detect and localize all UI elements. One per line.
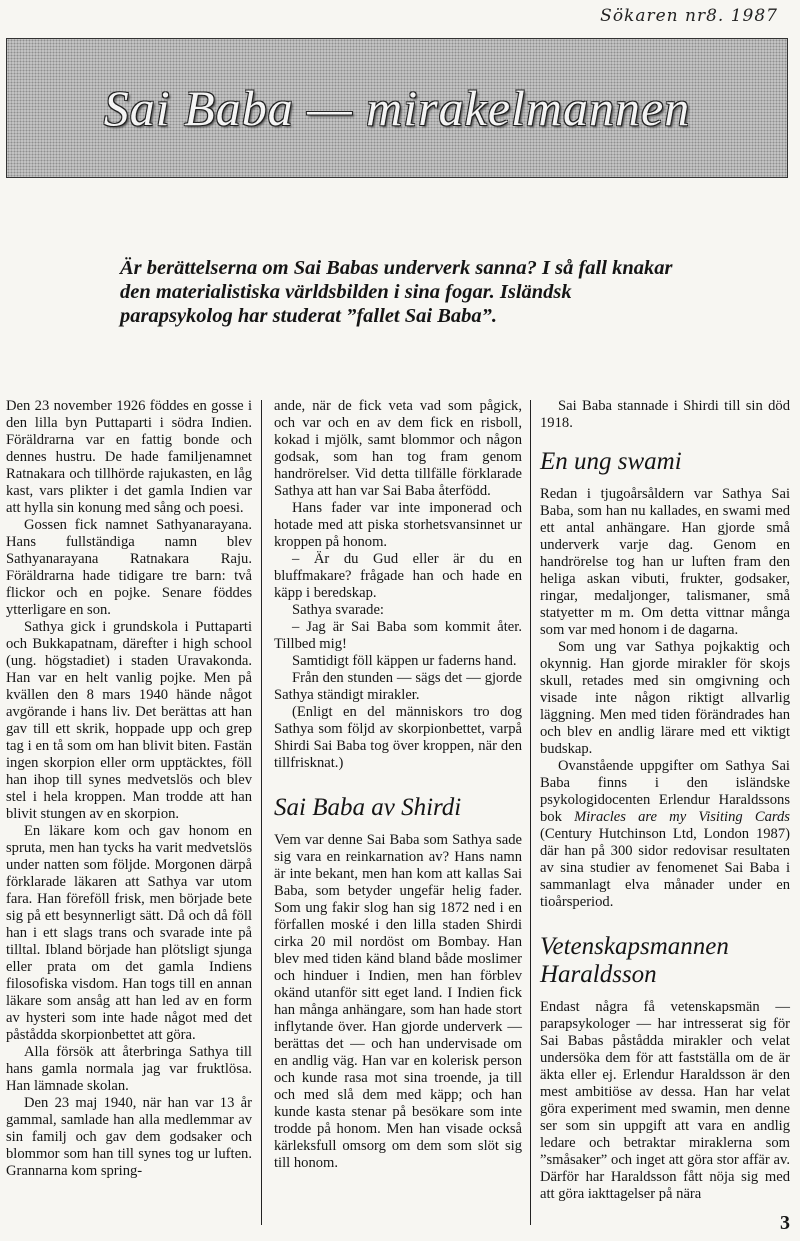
- page-number: 3: [780, 1212, 790, 1234]
- title-banner: [6, 38, 788, 178]
- column-divider-2: [530, 400, 531, 1225]
- paragraph-book-reference: [540, 758, 790, 911]
- paragraph: Sathya gick i grundskola i Puttaparti och Bukkapatnam, därefter i high school (ung. högstadiet) i staden Uravakonda. Han var en helt vanlig pojke. Men på kvällen den 8 mars 1940 hände något avgörande i hans liv. Det berättas att han gav till ett skrik, hoppade upp och grep tag i en tå som om han blivit biten. Fastän ingen skorpion eller orm upptäcktes, föll han ihop till synes medvetslös och blev stel i hela kroppen. Man trodde att han blivit stungen av en skorpion.: [6, 619, 252, 822]
- column-1: [6, 398, 252, 1180]
- paragraph: En läkare kom och gav honom en spruta, men han tycks ha varit medvetslös under natten som följde. Morgonen därpå förklarade läkaren att Sathya var utom fara. Han föreföll frisk, men började bete sig på ett besynnerligt sätt. Då och då föll han i ett slags trans och svarade inte på tilltal. Ibland började han plötsligt sjunga eller prata om det gamla Indiens filosofiska visdom. Han togs till en annan läkare som ansåg att han led av en form av hysteri som inte hade något med det påstådda skorpionbettet att göra.: [6, 823, 252, 1043]
- section-heading-shirdi: Sai Baba av Shirdi: [274, 794, 462, 821]
- paragraph: Redan i tjugoårsåldern var Sathya Sai Baba, som han nu kallades, en swami med ett antal anhängare. Han gjorde små underverk varje dag. Genom en handrörelse tog han ur luften fram den heliga askan vibuti, frukter, godsaker, ringar, medaljonger, talismaner, små statyetter m m. Om detta vittnar många som var med honom i de dagarna.: [540, 486, 790, 638]
- paragraph: Sai Baba stannade i Shirdi till sin död 1918.: [540, 398, 790, 431]
- column-2: [274, 398, 522, 1172]
- book-text-pre: Ovanstående uppgifter om Sathya Sai Baba finns i den isländske psykologidocenten Erlendur Haraldssons bok: [540, 758, 790, 825]
- paragraph: Hans fader var inte imponerad och hotade med att piska storhetsvansinnet ur kroppen på honom.: [274, 500, 522, 550]
- column-divider-1: [261, 400, 262, 1225]
- paragraph: ande, när de fick veta vad som pågick, och var och en av dem fick en risboll, kokad i mjölk, samt blommor och någon godsak, som han tog fram genom handrörelser. Vid detta tillfälle förklarade Sathya att han var Sai Baba återfödd.: [274, 398, 522, 499]
- paragraph: Vem var denne Sai Baba som Sathya sade sig vara en reinkarnation av? Hans namn är inte bekant, men han kom att kallas Sai Baba, som betyder ungefär helig fader. Som ung fakir slog han sig 1872 ned i en förfallen moské i den lilla staden Shirdi cirka 20 mil nordöst om Bombay. Han blev med tiden känd bland både moslimer och hinduer i Indien, men han förblev okänd utanför sitt eget land. I Indien fick han många anhängare, som han hade stort inflytande över. Han gjorde underverk — berättas det — och han undervisade om en andlig väg. Han var en kolerisk person och kunde rasa mot sina troende, ja till och med slå dem med käpp; och han kunde kasta stenar på besökare som inte trodde på honom. Men han visade också kärleksfull omsorg om dem som slöt sig till honom.: [274, 832, 522, 1171]
- lead-paragraph: Är berättelserna om Sai Babas underverk sanna? I så fall knakar den materialistiska världsbilden i sina fogar. Isländsk parapsykolog har studerat ”fallet Sai Baba”.: [120, 257, 673, 327]
- paragraph: Den 23 maj 1940, när han var 13 år gammal, samlade han alla medlemmar av sin familj och gav dem godsaker och blommor som han till synes tog ur luften. Grannarna kom spring-: [6, 1095, 252, 1179]
- paragraph: (Enligt en del människors tro dog Sathya som följd av skorpionbettet, varpå Shirdi Sai Baba tog över kroppen, när den tillfrisknat.): [274, 704, 522, 771]
- book-text-post: (Century Hutchinson Ltd, London 1987) där han på 300 sidor redovisar resultaten av sina studier av fenomenet Sai Baba i sammanlagt elva månader under en tioårsperiod.: [540, 826, 790, 910]
- paragraph: – Är du Gud eller är du en bluffmakare? frågade han och hade en käpp i beredskap.: [274, 551, 522, 601]
- paragraph: Samtidigt föll käppen ur faderns hand.: [292, 653, 517, 669]
- paragraph: Sathya svarade:: [292, 602, 384, 618]
- paragraph: Gossen fick namnet Sathyanarayana. Hans fullständiga namn blev Sathyanarayana Ratnakara Raju. Föräldrarna hade tidigare tre barn: två flickor och en pojke. Senare föddes ytterligare en son.: [6, 517, 252, 618]
- book-title: Miracles are my Visiting Cards: [574, 809, 790, 825]
- column-3: [540, 398, 790, 1203]
- paragraph: – Jag är Sai Baba som kommit åter. Tillbed mig!: [274, 619, 522, 652]
- paragraph: Den 23 november 1926 föddes en gosse i den lilla byn Puttaparti i södra Indien. Föräldrarna var en fattig bonde och dennes hustru. De hade familjenamnet Ratnakara och tillhörde rajukasten, en låg kast, vars plikter i det gamla Indien var att hylla sin konung med sång och poesi.: [6, 398, 252, 516]
- paragraph: Från den stunden — sägs det — gjorde Sathya ständigt mirakler.: [274, 670, 522, 703]
- handwritten-note: Sökaren nr8. 1987: [600, 6, 778, 26]
- section-heading-haraldsson: Vetenskapsmannen Haraldsson: [540, 933, 729, 988]
- paragraph: Alla försök att återbringa Sathya till hans gamla normala jag var fruktlösa. Han lämnade skolan.: [6, 1044, 252, 1094]
- section-heading-swami: En ung swami: [540, 448, 682, 475]
- paragraph: Endast några få vetenskapsmän —parapsykologer — har intresserat sig för Sai Babas påstådda mirakler och velat undersöka dem för att fastställa om de är äkta eller ej. Erlendur Haraldsson är den mest ambitiöse av dessa. Han har velat göra experiment med swamin, men denne ser som sin uppgift att vara en andlig ledare och betraktar miraklerna som ”småsaker” och inget att göra stor affär av. Därför har Haraldsson fått nöja sig med att göra iakttagelser på nära: [540, 999, 790, 1202]
- paragraph: Som ung var Sathya pojkaktig och okynnig. Han gjorde mirakler för skojs skull, retades med sin omgivning och visade inte någon riktigt allvarlig läggning. Men med tiden förändrades han och blev en andlig lärare med ett viktigt budskap.: [540, 639, 790, 757]
- page-title: Sai Baba — mirakelmannen: [103, 80, 691, 136]
